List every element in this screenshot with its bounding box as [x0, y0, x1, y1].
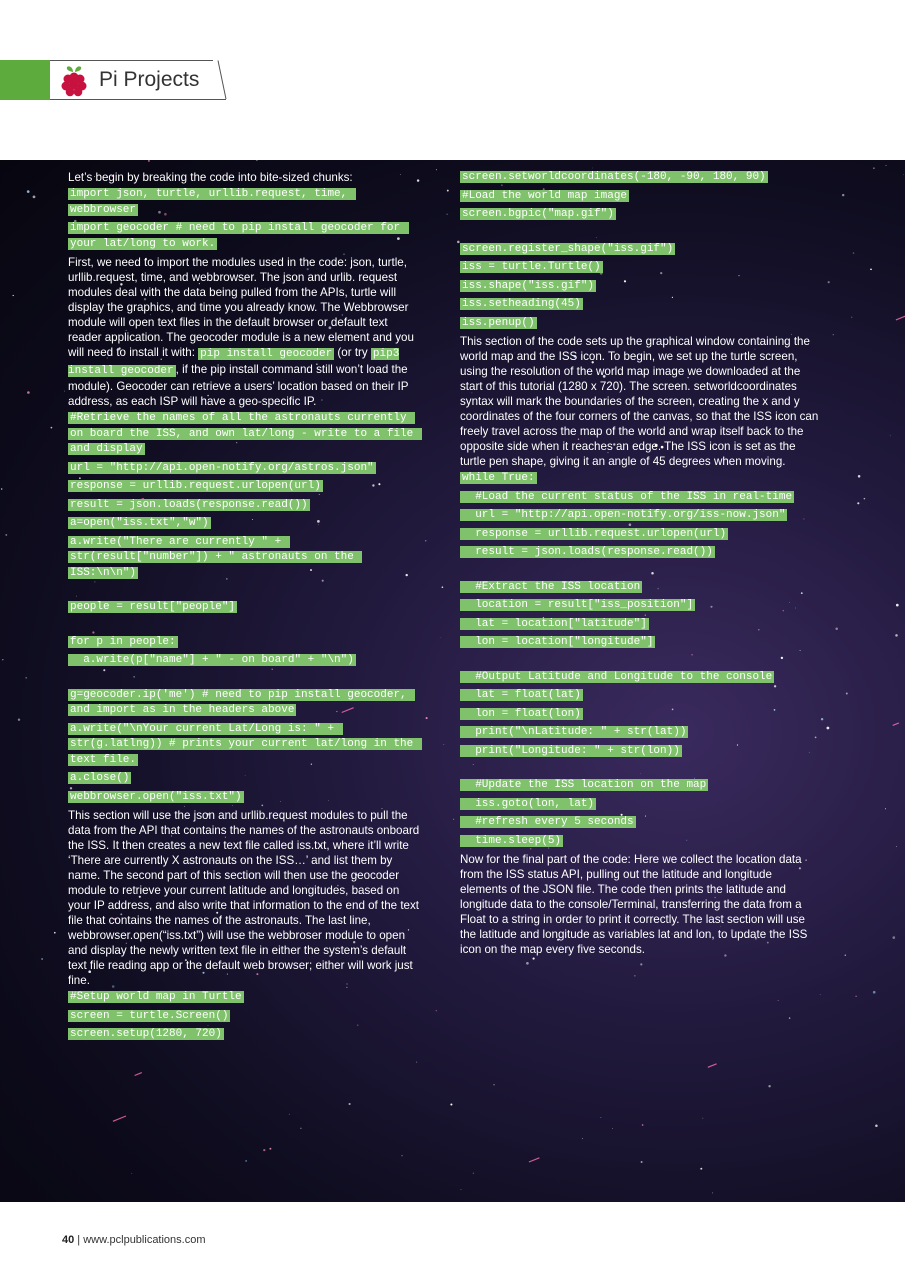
- star: [27, 391, 30, 394]
- code-text: import json, turtle, urllib.request, time, webbrowser: [70, 188, 354, 216]
- code-line: [68, 771, 420, 787]
- code-line: [460, 670, 820, 686]
- star: [700, 1168, 702, 1170]
- code-text: url = "http://api.open-notify.org/astros.json": [70, 461, 374, 474]
- spacer: [68, 584, 420, 600]
- star: [892, 936, 895, 939]
- page-footer: [62, 1234, 206, 1246]
- star: [634, 975, 635, 976]
- code-line: [68, 1009, 420, 1025]
- code-text: iss.shape("iss.gif"): [462, 279, 595, 292]
- star: [256, 160, 258, 161]
- code-line: [68, 187, 420, 218]
- star: [885, 808, 886, 809]
- code-text: result = json.loads(response.read()): [462, 546, 713, 558]
- code-text: #refresh every 5 seconds: [462, 816, 634, 828]
- star: [446, 214, 447, 215]
- code-line: [68, 535, 420, 582]
- code-line: [460, 170, 820, 186]
- star: [833, 334, 834, 335]
- star: [600, 1117, 601, 1118]
- star: [612, 1128, 613, 1129]
- streak: [135, 1073, 142, 1076]
- code-line: [460, 260, 820, 276]
- star: [426, 717, 428, 719]
- code-text: #Update the ISS location on the map: [462, 779, 707, 791]
- code-line: [68, 479, 420, 495]
- spacer: [460, 762, 820, 778]
- code-text: while True:: [462, 472, 535, 484]
- code-line: [460, 815, 820, 831]
- star: [828, 281, 830, 283]
- code-line: [460, 316, 820, 332]
- star: [300, 1128, 301, 1129]
- star: [642, 1124, 644, 1126]
- code-line: [68, 411, 420, 458]
- star: [641, 1161, 643, 1163]
- code-line: [460, 725, 820, 741]
- code-text: lat = location["latitude"]: [462, 617, 647, 630]
- section-title: Pi Projects: [99, 68, 200, 91]
- code-line: [460, 297, 820, 313]
- spacer: [460, 226, 820, 242]
- star: [857, 502, 859, 504]
- spacer: [460, 654, 820, 670]
- code-text: #Retrieve the names of all the astronauts currently on board the ISS, and own lat/long - write to a file and display: [70, 412, 420, 455]
- body-paragraph: Now for the final part of the code: Here we collect the location data from the ISS status API, pulling out the latitude and longitude elements of the JSON file. The code then prints the latitude and longitude data to the console/Terminal, transferring the data from a Float to a string in order to print it correctly. The last section will use the latitude and longitude as variables lat and lon, to update the ISS icon on the map every five seconds.: [460, 853, 808, 956]
- code-line: [68, 722, 420, 769]
- star: [263, 1149, 265, 1151]
- star: [148, 160, 150, 162]
- star: [493, 1084, 494, 1085]
- page-number: 40: [62, 1234, 75, 1246]
- code-text: webbrowser.open("iss.txt"): [70, 790, 242, 803]
- code-line: [460, 778, 820, 794]
- star: [582, 1138, 583, 1139]
- code-text: lat = float(lat): [462, 689, 581, 701]
- code-text: #Extract the ISS location: [462, 580, 641, 593]
- code-line: [460, 834, 820, 850]
- code-text: iss.penup(): [462, 316, 535, 329]
- code-text: a.write("\nYour current Lat/Long is: " + str(g.latlng)) # prints your current lat/long in the text file.: [70, 722, 420, 766]
- star: [896, 846, 897, 847]
- star: [2, 659, 3, 660]
- code-text: iss.goto(lon, lat): [462, 797, 595, 810]
- code-line: [68, 990, 420, 1006]
- code-line: [460, 598, 820, 614]
- streak: [896, 315, 905, 320]
- star: [453, 819, 454, 820]
- body-paragraph: Let’s begin by breaking the code into bite-sized chunks:: [68, 171, 353, 184]
- raspberry-pi-logo-icon: [58, 64, 90, 98]
- star: [401, 1155, 402, 1156]
- star: [846, 693, 848, 695]
- spacer: [68, 619, 420, 635]
- code-line: [460, 744, 820, 760]
- paragraph-text: , if the pip install command still won’t load the module). Geocoder can retrieve a users’ location based on their IP address, as each ISP will have a geo-specific IP.: [68, 363, 409, 408]
- star: [349, 1103, 351, 1105]
- star: [27, 190, 30, 193]
- spacer: [460, 564, 820, 580]
- star: [870, 268, 872, 270]
- star: [855, 996, 857, 998]
- code-text: g=geocoder.ip('me') # need to pip install geocoder, and import as in the headers above: [70, 688, 414, 716]
- code-text: import geocoder # need to pip install geocoder for your lat/long to work.: [70, 222, 407, 250]
- star: [5, 534, 7, 536]
- code-text: result = json.loads(response.read()): [70, 498, 308, 511]
- section-tab-accent: [0, 60, 50, 100]
- code-text: screen = turtle.Screen(): [70, 1009, 229, 1022]
- star: [858, 475, 861, 478]
- star: [821, 718, 823, 720]
- body-paragraph: [68, 255, 420, 409]
- star: [712, 1192, 713, 1193]
- star: [18, 718, 20, 720]
- star: [835, 628, 838, 631]
- code-line: [68, 221, 420, 252]
- code-text: #Setup world map in Turtle: [70, 991, 242, 1003]
- code-text: lon = float(lon): [462, 707, 581, 720]
- star: [442, 586, 444, 588]
- star: [25, 677, 27, 679]
- star: [896, 604, 899, 607]
- section-tab-edge: [213, 60, 227, 100]
- code-text: a.write(p["name"] + " - on board" + "\n"): [70, 654, 354, 666]
- footer-separator: |: [74, 1234, 84, 1246]
- star: [33, 196, 36, 199]
- code-line: [460, 580, 820, 596]
- code-line: [68, 461, 420, 477]
- star: [1, 488, 2, 489]
- website-url: www.pclpublications.com: [83, 1234, 206, 1246]
- paragraph-text: First, we need to import the modules used in the code: json, turtle, urllib.request, time, and webbrowser. The json and urlib. request modules deal with the data being pulled from the APIs, turtle will display the graphics, and time you already know. The Webbrowser module will open text files in the default browser or default text reader application. The geocoder module is a new element and you will need to install it with:: [68, 256, 414, 359]
- streak: [708, 1064, 717, 1068]
- code-text: for p in people:: [70, 635, 176, 648]
- code-line: [460, 279, 820, 295]
- code-line: [460, 617, 820, 633]
- right-column: [460, 170, 820, 959]
- star: [64, 391, 65, 392]
- code-text: people = result["people"]: [70, 601, 236, 613]
- star: [702, 1118, 703, 1119]
- star: [269, 1148, 271, 1150]
- star: [890, 435, 891, 436]
- code-line: [68, 688, 420, 719]
- star: [461, 1189, 462, 1190]
- code-line: [460, 797, 820, 813]
- star: [526, 962, 529, 965]
- left-column: [68, 170, 420, 1046]
- star: [778, 1000, 779, 1001]
- code-text: #Load the world map image: [462, 189, 628, 202]
- code-line: [460, 471, 820, 487]
- star: [54, 932, 56, 934]
- star: [640, 963, 642, 965]
- code-line: [68, 600, 420, 616]
- star: [903, 174, 904, 175]
- code-line: [460, 242, 820, 258]
- code-text: time.sleep(5): [462, 834, 562, 847]
- code-text: a.close(): [70, 772, 130, 784]
- body-paragraph: This section of the code sets up the graphical window containing the world map and the ISS icon. To begin, we set up the turtle screen, using the resolution of the world map image we downloaded at the start of this tutorial (1280 x 720). The screen. setworldcoordinates syntax will mark the boundaries of the screen, creating the x and y coordinates of the four corners of the canvas, so that the ISS icon can freely travel across the map of the world and wrap itself back to the opposite side when it reaches an edge. The ISS icon is set as the turtle pen shape, giving it an angle of 45 degrees when moving.: [460, 335, 819, 468]
- code-text: iss.setheading(45): [462, 298, 581, 310]
- star: [895, 634, 898, 637]
- star: [592, 168, 593, 169]
- code-text: screen.setworldcoordinates(-180, -90, 180, 90): [462, 171, 766, 183]
- star: [131, 1173, 132, 1174]
- code-text: a.write("There are currently " + str(result["number"]) + " astronauts on the ISS:\n\n"): [70, 535, 361, 579]
- star: [289, 1114, 290, 1115]
- streak: [529, 1158, 540, 1162]
- paragraph-text: (or try: [334, 346, 371, 359]
- code-line: [460, 635, 820, 651]
- code-line: [460, 688, 820, 704]
- code-text: a=open("iss.txt","w"): [70, 517, 209, 529]
- star: [851, 317, 852, 318]
- code-text: response = urllib.request.urlopen(url): [70, 480, 321, 492]
- star: [873, 991, 876, 994]
- star: [820, 994, 821, 995]
- code-text: #Load the current status of the ISS in real-time: [462, 490, 793, 503]
- star: [864, 498, 866, 500]
- star: [436, 1010, 437, 1011]
- star: [875, 1125, 878, 1128]
- code-line: [68, 635, 420, 651]
- code-text: location = result["iss_position"]: [462, 599, 694, 611]
- code-text: #Output Latitude and Longitude to the console: [462, 670, 773, 683]
- code-line: [68, 498, 420, 514]
- code-line: [460, 490, 820, 506]
- code-line: [68, 653, 420, 669]
- star: [425, 540, 427, 542]
- star: [886, 165, 887, 166]
- star: [873, 167, 875, 169]
- code-text: print("\nLatitude: " + str(lat)): [462, 726, 687, 738]
- star: [853, 252, 854, 253]
- star: [51, 427, 53, 429]
- code-text: screen.register_shape("iss.gif"): [462, 242, 674, 255]
- body-paragraph: This section will use the json and urllib.request modules to pull the data from the API that contains the names of the astronauts onboard the ISS. It then creates a new text file called iss.txt, where it’ll write ‘There are currently X astronauts on the ISS…’ and list them by name. The second part of this section will then use the geocoder module to retrieve your current latitude and longitudes, based on your IP address, and also write that information to the end of the text file that contains the names of the astronauts. The last line, webbrowser.open(“iss.txt”) will use the webbroser module to open and display the newly written text file in either the system’s default text file reading app or the default web browser; either will work just fine.: [68, 809, 420, 987]
- code-line: [460, 189, 820, 205]
- code-line: [460, 545, 820, 561]
- star: [443, 744, 444, 745]
- star: [447, 190, 449, 192]
- code-line: [460, 508, 820, 524]
- streak: [893, 723, 899, 726]
- code-line: [460, 207, 820, 223]
- code-text: url = "http://api.open-notify.org/iss-now.json": [462, 509, 786, 521]
- code-text: print("Longitude: " + str(lon)): [462, 744, 680, 757]
- star: [845, 954, 846, 955]
- star: [450, 1103, 452, 1105]
- star: [13, 295, 14, 296]
- code-text: screen.setup(1280, 720): [70, 1028, 222, 1040]
- star: [473, 1173, 474, 1174]
- star: [245, 1160, 247, 1162]
- code-text: lon = location["longitude"]: [462, 636, 654, 648]
- code-line: [68, 516, 420, 532]
- star: [768, 1085, 770, 1087]
- spacer: [68, 672, 420, 688]
- star: [441, 638, 442, 639]
- code-line: [460, 707, 820, 723]
- star: [842, 194, 844, 196]
- inline-code: pip install geocoder: [200, 348, 333, 360]
- code-line: [68, 1027, 420, 1043]
- code-line: [460, 527, 820, 543]
- star: [827, 727, 830, 730]
- star: [41, 958, 43, 960]
- star: [436, 169, 437, 170]
- code-line: [68, 790, 420, 806]
- code-text: response = urllib.request.urlopen(url): [462, 527, 727, 540]
- code-text: screen.bgpic("map.gif"): [462, 208, 614, 220]
- code-text: iss = turtle.Turtle(): [462, 261, 601, 273]
- article-panel: [0, 160, 905, 1202]
- star: [416, 1062, 417, 1063]
- inline-code: pip3 install geocoder: [68, 348, 400, 377]
- streak: [113, 1116, 126, 1121]
- star: [789, 1017, 790, 1018]
